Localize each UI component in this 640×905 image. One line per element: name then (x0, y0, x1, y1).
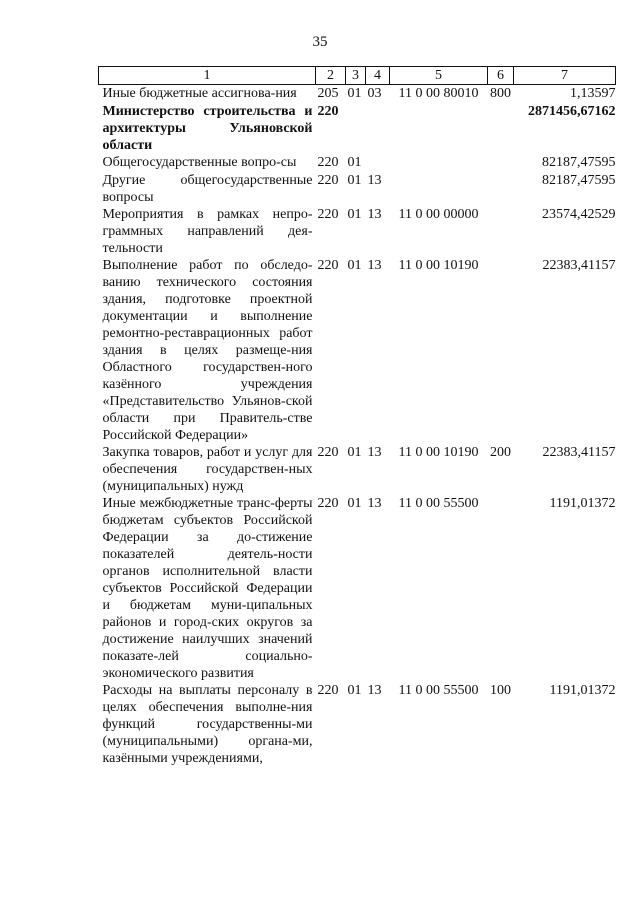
row-subsection-cell: 03 (367, 86, 382, 101)
row-grbs-cell: 220 (317, 155, 339, 170)
row-section-cell: 01 (347, 496, 362, 511)
column-header: 1 (99, 67, 316, 85)
row-name-cell: Другие общегосударственные вопросы (102, 173, 313, 205)
page-number: 35 (312, 34, 328, 50)
row-section-cell: 01 (347, 207, 362, 222)
row-subsection-cell: 13 (367, 683, 382, 698)
row-subsection-cell (366, 154, 390, 172)
row-target-article-cell: 11 0 00 10190 (398, 445, 479, 460)
row-target-article-cell: 11 0 00 10190 (398, 258, 479, 273)
row-target-article-cell (390, 103, 488, 154)
row-expense-type-cell (488, 103, 514, 154)
row-expense-type-cell (488, 206, 514, 257)
table-row (99, 444, 616, 495)
table-row (99, 85, 616, 104)
row-section-cell: 01 (347, 173, 362, 188)
row-section-cell: 01 (347, 445, 362, 460)
row-target-article-cell: 11 0 00 00000 (398, 207, 479, 222)
row-section-cell (346, 103, 366, 154)
column-header: 7 (514, 67, 616, 85)
table-row (99, 206, 616, 257)
row-target-article-cell: 11 0 00 80010 (398, 86, 479, 101)
row-grbs-cell: 220 (317, 104, 339, 119)
row-name-cell: Расходы на выплаты персоналу в целях обеспечения выполне-ния функций государственны-ми (муниципальными) органа-ми, казёнными учреждениями, (102, 683, 313, 766)
row-subsection-cell: 13 (367, 445, 382, 460)
row-amount-cell: 1191,01372 (549, 683, 616, 698)
table-body (99, 85, 616, 768)
table-row (99, 154, 616, 172)
table-header-row (99, 67, 616, 85)
row-subsection-cell: 13 (367, 173, 382, 188)
row-amount-cell: 22383,41157 (542, 258, 616, 273)
row-section-cell: 01 (347, 683, 362, 698)
row-section-cell: 01 (347, 86, 362, 101)
row-subsection-cell (366, 103, 390, 154)
table-row (99, 682, 616, 767)
row-amount-cell: 1191,01372 (549, 496, 616, 511)
row-name-cell: Выполнение работ по обследо-ванию технического состояния здания, подготовке проектной документации и выполнение ремонтно-реставрационных работ здания в целях размеще-ния Областного государствен-ного казённого учреждения «Представительство Ульянов-ской области при Правитель-стве Российской Федерации» (102, 258, 313, 443)
row-grbs-cell: 220 (317, 258, 339, 273)
row-grbs-cell: 220 (317, 496, 339, 511)
row-name-cell: Общегосударственные вопро-сы (102, 155, 297, 170)
column-header: 2 (316, 67, 346, 85)
column-header: 5 (390, 67, 488, 85)
row-name-cell: Министерство строительства и архитектуры Ульяновской области (102, 104, 313, 153)
table-row (99, 257, 616, 444)
column-header: 6 (488, 67, 514, 85)
row-amount-cell: 2871456,67162 (528, 104, 616, 119)
row-expense-type-cell (488, 154, 514, 172)
row-subsection-cell: 13 (367, 496, 382, 511)
row-amount-cell: 82187,47595 (542, 155, 616, 170)
row-name-cell: Иные бюджетные ассигнова-ния (102, 86, 297, 101)
row-grbs-cell: 205 (317, 86, 339, 101)
row-grbs-cell: 220 (317, 207, 339, 222)
budget-table (98, 66, 616, 767)
row-name-cell: Закупка товаров, работ и услуг для обеспечения государствен-ных (муниципальных) нужд (102, 445, 313, 494)
row-amount-cell: 1,13597 (570, 86, 616, 101)
table-row (99, 103, 616, 154)
row-grbs-cell: 220 (317, 445, 339, 460)
row-grbs-cell: 220 (317, 173, 339, 188)
row-target-article-cell (390, 172, 488, 206)
row-name-cell: Иные межбюджетные транс-ферты бюджетам субъектов Российской Федерации за до-стижение показателей деятель-ности органов исполнительной власти субъектов Российской Федерации и бюджетам муни-ципальных районов и город-ских округов за достижение наилучших значений показате-лей социально-экономического развития (102, 496, 313, 681)
row-subsection-cell: 13 (367, 207, 382, 222)
column-header: 4 (366, 67, 390, 85)
row-amount-cell: 82187,47595 (542, 173, 616, 188)
row-section-cell: 01 (347, 258, 362, 273)
row-expense-type-cell: 100 (490, 683, 511, 698)
row-expense-type-cell (488, 495, 514, 682)
row-section-cell: 01 (347, 155, 362, 170)
row-expense-type-cell (488, 172, 514, 206)
row-expense-type-cell: 800 (490, 86, 511, 101)
row-name-cell: Мероприятия в рамках непро-граммных направлений дея-тельности (102, 207, 313, 256)
row-subsection-cell: 13 (367, 258, 382, 273)
row-amount-cell: 22383,41157 (542, 445, 616, 460)
row-amount-cell: 23574,42529 (542, 207, 616, 222)
table-row (99, 172, 616, 206)
column-header: 3 (346, 67, 366, 85)
row-target-article-cell (390, 154, 488, 172)
row-target-article-cell: 11 0 00 55500 (398, 496, 479, 511)
row-target-article-cell: 11 0 00 55500 (398, 683, 479, 698)
row-expense-type-cell (488, 257, 514, 444)
row-expense-type-cell: 200 (490, 445, 511, 460)
row-grbs-cell: 220 (317, 683, 339, 698)
table-row (99, 495, 616, 682)
